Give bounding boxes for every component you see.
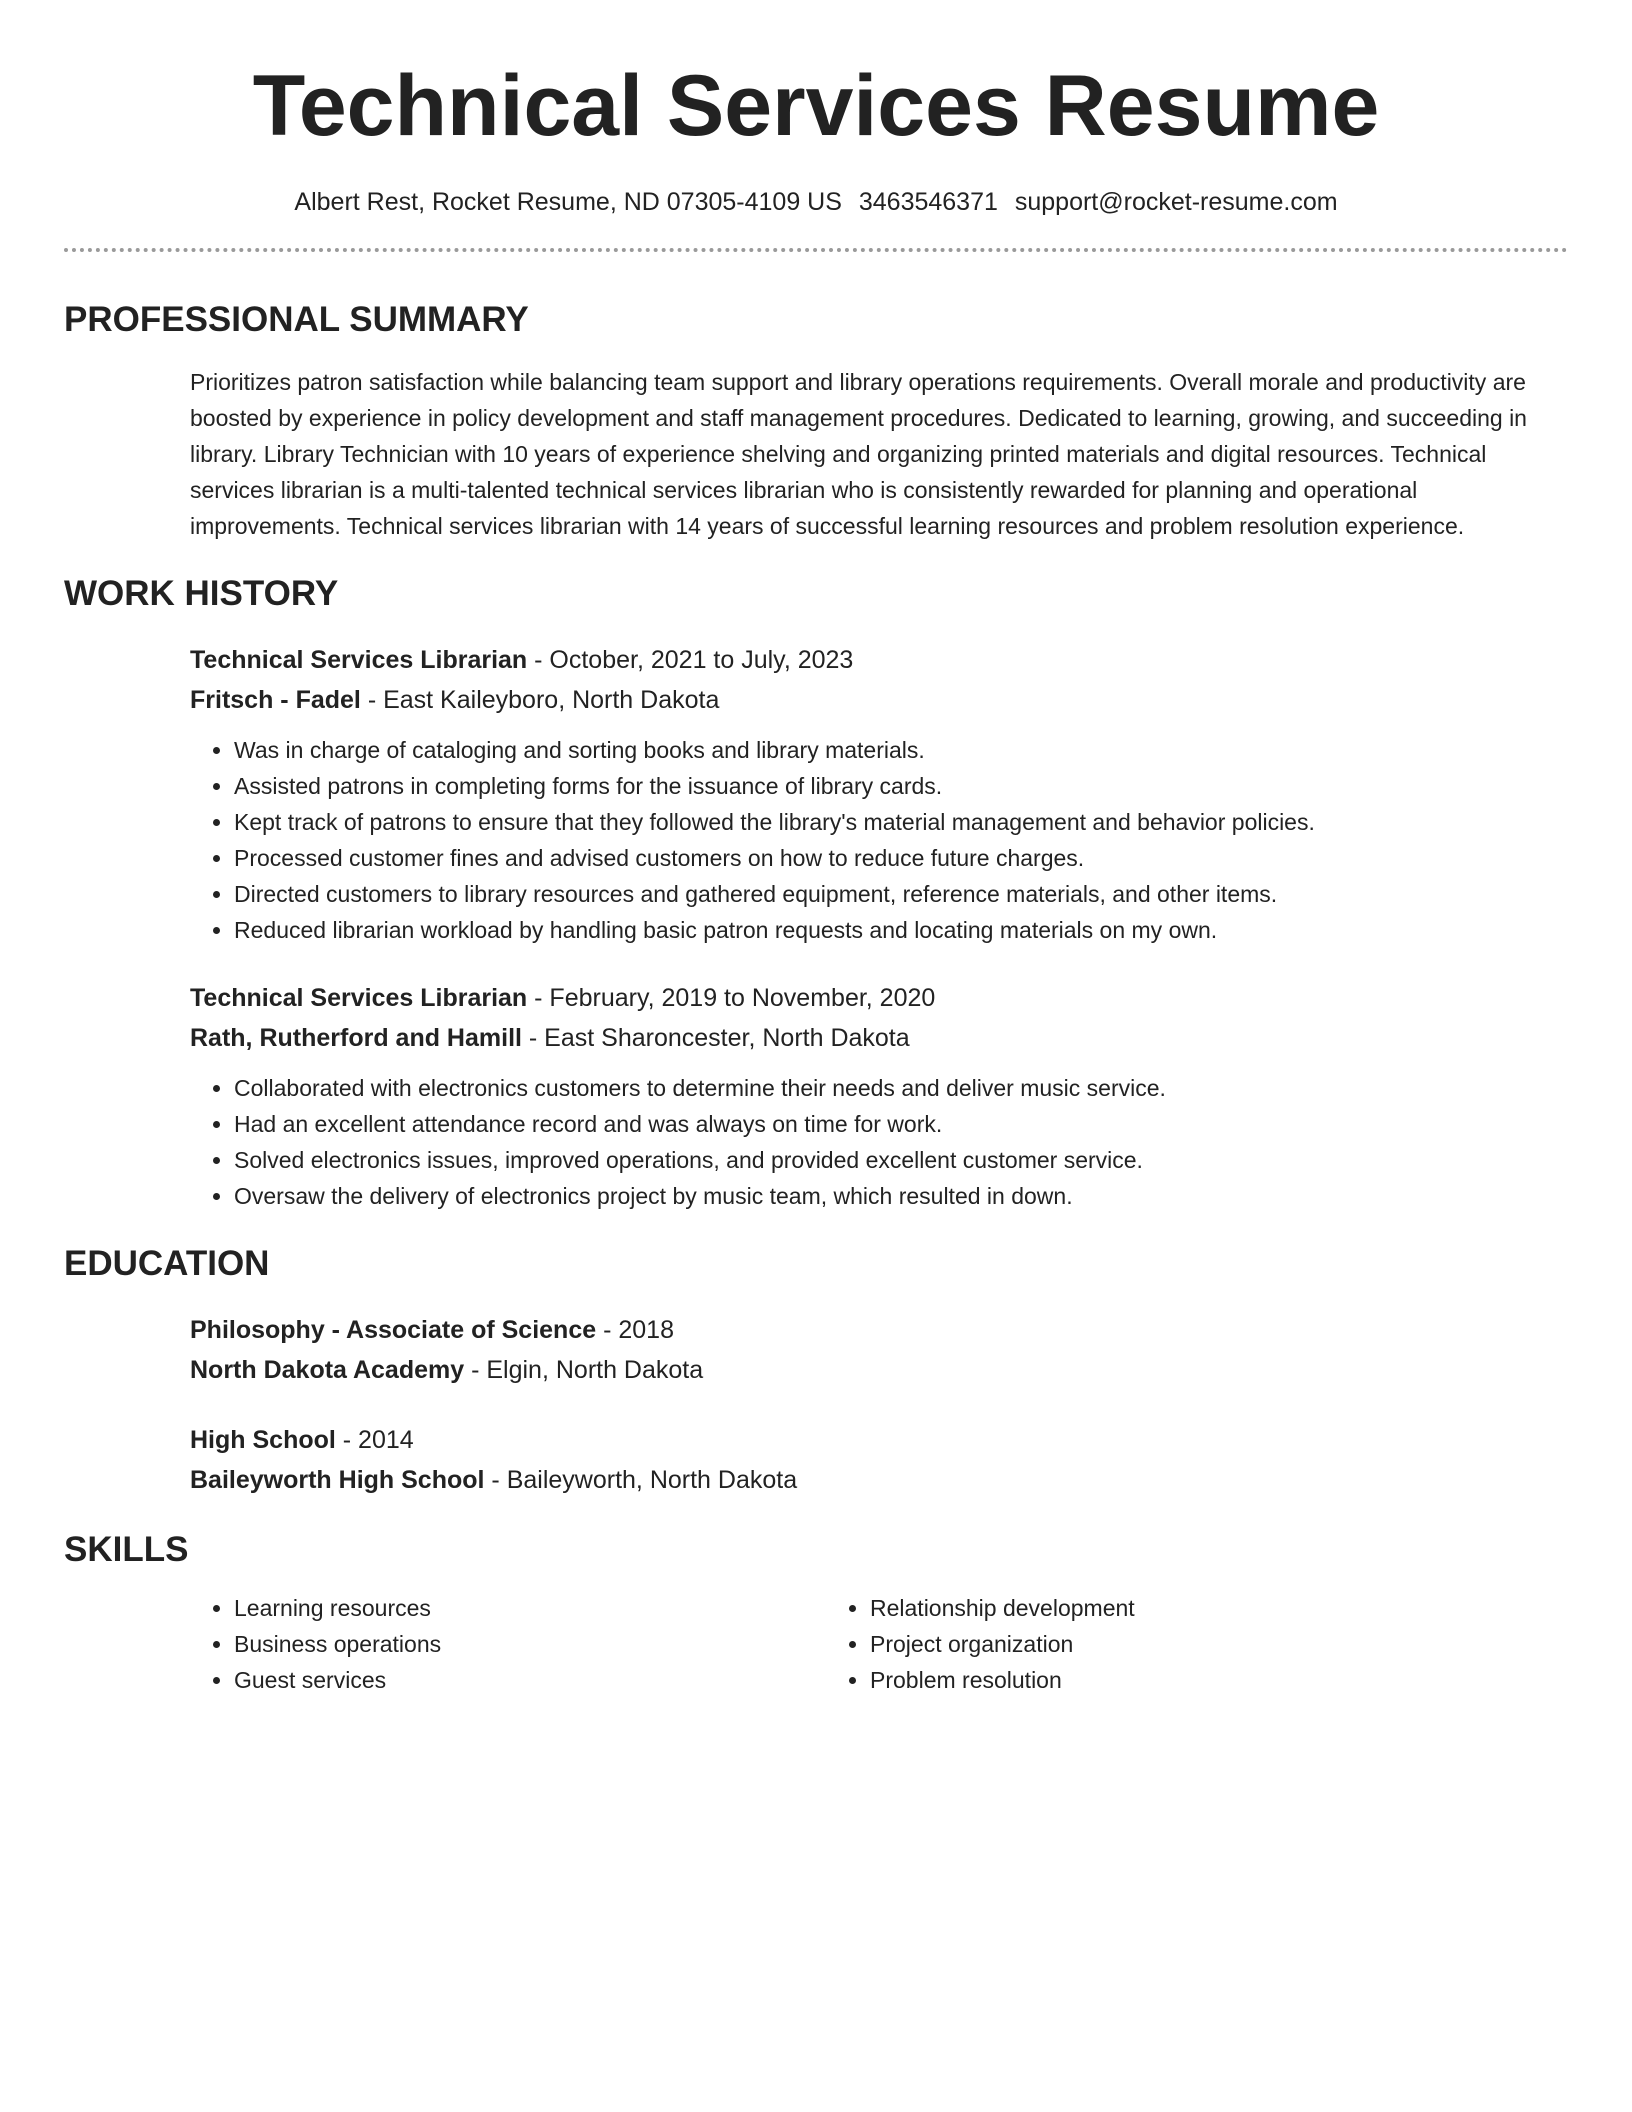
summary-heading: PROFESSIONAL SUMMARY bbox=[64, 300, 529, 339]
job-bullet: • Kept track of patrons to ensure that they followed the library's material management and behavior policies. bbox=[234, 804, 1568, 840]
job-company-line bbox=[190, 1018, 1568, 1058]
skill-item: • Project organization bbox=[870, 1626, 1462, 1662]
contact-line bbox=[64, 186, 1568, 218]
education-entry bbox=[190, 1310, 1568, 1390]
skills-column-left bbox=[190, 1590, 826, 1698]
job-company: Fritsch - Fadel bbox=[190, 686, 361, 714]
job-entry bbox=[190, 978, 1568, 1214]
job-bullet: • Directed customers to library resources and gathered equipment, reference materials, and other items. bbox=[234, 876, 1568, 912]
job-bullet: • Was in charge of cataloging and sorting books and library materials. bbox=[234, 732, 1568, 768]
education-school-line bbox=[190, 1460, 1568, 1500]
contact-address: Albert Rest, Rocket Resume, ND 07305-4109 US bbox=[294, 188, 842, 216]
education-location: - Elgin, North Dakota bbox=[464, 1356, 704, 1384]
job-dates: - February, 2019 to November, 2020 bbox=[527, 984, 936, 1012]
job-bullet: • Oversaw the delivery of electronics project by music team, which resulted in down. bbox=[234, 1178, 1568, 1214]
skill-item: • Problem resolution bbox=[870, 1662, 1462, 1698]
skill-item: • Relationship development bbox=[870, 1590, 1462, 1626]
job-title-line bbox=[190, 978, 1568, 1018]
job-bullet: • Collaborated with electronics customers to determine their needs and deliver music service. bbox=[234, 1070, 1568, 1106]
skill-item: • Business operations bbox=[234, 1626, 826, 1662]
job-title: Technical Services Librarian bbox=[190, 646, 528, 674]
job-bullets bbox=[190, 1070, 1568, 1214]
skills-heading: SKILLS bbox=[64, 1530, 189, 1569]
job-bullets bbox=[190, 732, 1568, 948]
job-title-line bbox=[190, 640, 1568, 680]
job-bullet: • Processed customer fines and advised customers on how to reduce future charges. bbox=[234, 840, 1568, 876]
education-location: - Baileyworth, North Dakota bbox=[484, 1466, 798, 1494]
education-school: Baileyworth High School bbox=[190, 1466, 485, 1494]
education-year: - 2018 bbox=[596, 1316, 674, 1344]
education-degree-line bbox=[190, 1310, 1568, 1350]
job-bullet: • Assisted patrons in completing forms for the issuance of library cards. bbox=[234, 768, 1568, 804]
job-bullet: • Had an excellent attendance record and was always on time for work. bbox=[234, 1106, 1568, 1142]
header-divider bbox=[64, 248, 1568, 252]
job-dates: - October, 2021 to July, 2023 bbox=[527, 646, 854, 674]
job-location: - East Sharoncester, North Dakota bbox=[521, 1024, 910, 1052]
education-school: North Dakota Academy bbox=[190, 1356, 465, 1384]
education-degree-line bbox=[190, 1420, 1568, 1460]
contact-email: support@rocket-resume.com bbox=[1014, 188, 1338, 216]
skills-list bbox=[190, 1590, 1568, 1698]
job-bullet: • Solved electronics issues, improved operations, and provided excellent customer service. bbox=[234, 1142, 1568, 1178]
job-title: Technical Services Librarian bbox=[190, 984, 528, 1012]
education-degree: Philosophy - Associate of Science bbox=[190, 1316, 597, 1344]
job-company: Rath, Rutherford and Hamill bbox=[190, 1024, 522, 1052]
education-degree: High School bbox=[190, 1426, 336, 1454]
job-location: - East Kaileyboro, North Dakota bbox=[360, 686, 720, 714]
skills-column-right bbox=[826, 1590, 1462, 1698]
education-year: - 2014 bbox=[335, 1426, 414, 1454]
skill-item: • Learning resources bbox=[234, 1590, 826, 1626]
job-company-line bbox=[190, 680, 1568, 720]
skill-item: • Guest services bbox=[234, 1662, 826, 1698]
resume-title: Technical Services Resume bbox=[252, 58, 1380, 154]
contact-phone: 3463546371 bbox=[858, 188, 998, 216]
job-entry bbox=[190, 640, 1568, 948]
job-bullet: • Reduced librarian workload by handling basic patron requests and locating materials on my own. bbox=[234, 912, 1568, 948]
summary-text: Prioritizes patron satisfaction while balancing team support and library operations requirements. Overall morale and productivity are boosted by experience in policy development and staff management procedures. Dedicated to learning, growing, and succeeding in library. Library Technician with 10 years of experience shelving and organizing printed materials and digital resources. Technical services librarian is a multi-talented technical services librarian who is consistently rewarded for planning and operational improvements. Technical services librarian with 14 years of successful learning resources and problem resolution experience. bbox=[190, 369, 1527, 539]
work-history-heading: WORK HISTORY bbox=[64, 574, 339, 613]
education-entry bbox=[190, 1420, 1568, 1500]
education-school-line bbox=[190, 1350, 1568, 1390]
education-heading: EDUCATION bbox=[64, 1244, 270, 1283]
